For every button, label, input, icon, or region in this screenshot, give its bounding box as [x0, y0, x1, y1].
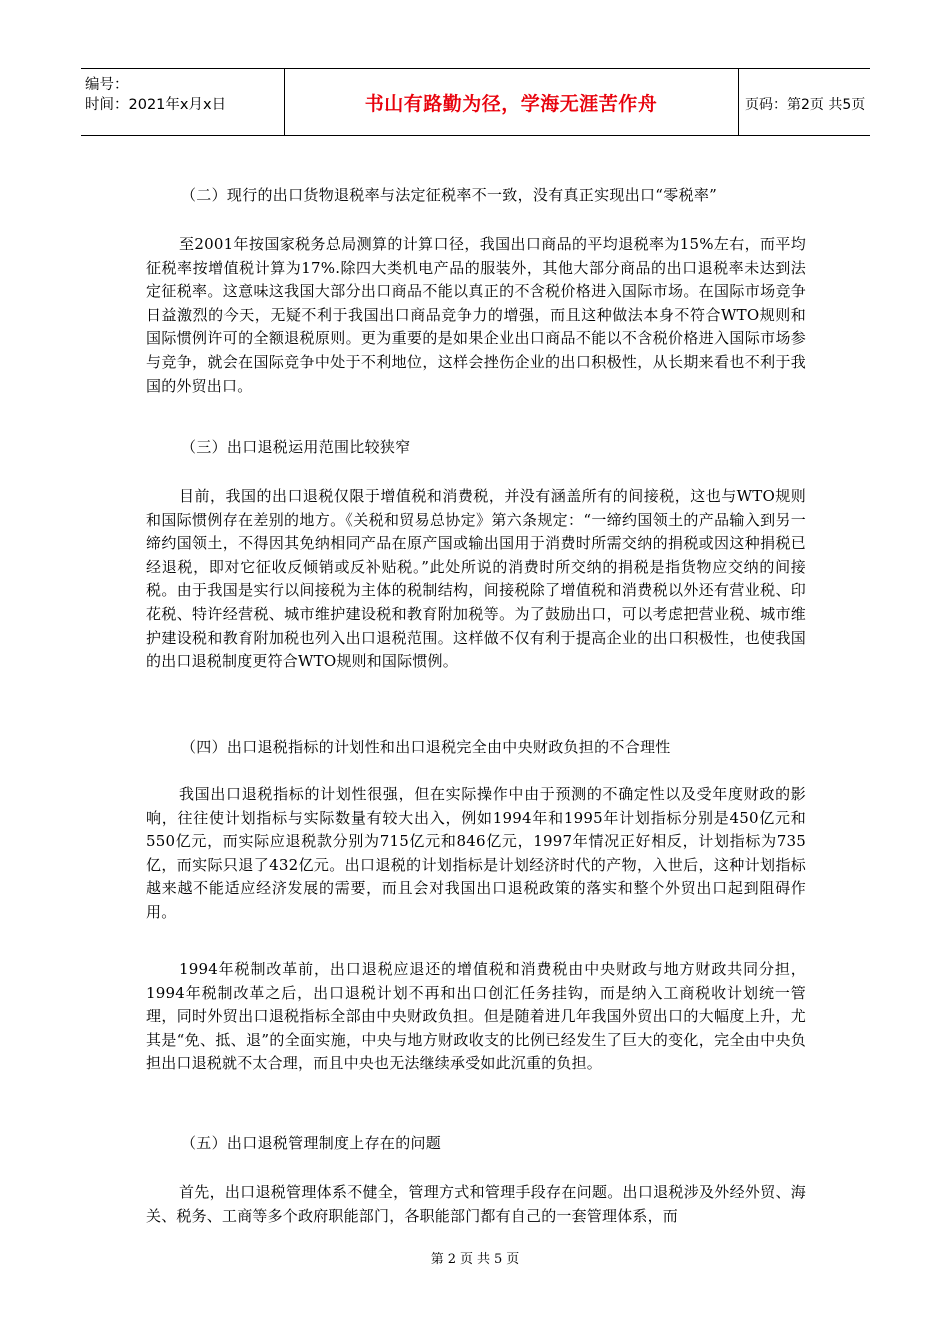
footer-total-pages: 5 [494, 1252, 503, 1267]
section-3-heading: （三）出口退税运用范围比较狭窄 [181, 438, 411, 456]
header-page-number: 页码：第2页 共5页 [745, 97, 866, 113]
footer-ye2: 页 [506, 1252, 520, 1267]
document-code-label: 编号： [85, 77, 129, 93]
header-motto-cell [284, 69, 739, 135]
header-motto: 书山有路勤为径，学海无涯苦作舟 [364, 93, 658, 115]
section-5-paragraph: 首先，出口退税管理体系不健全，管理方式和管理手段存在问题。出口退税涉及外经外贸、海关、税务、工商等多个政府职能部门，各职能部门都有自己的一套管理体系，而 [146, 1183, 806, 1225]
footer-gong: 共 [477, 1252, 491, 1267]
page-header [81, 68, 870, 136]
header-page-cell [738, 69, 870, 135]
section-4-paragraph-2: 1994年税制改革前，出口退税应退还的增值税和消费税由中央财政与地方财政共同分担，1994年税制改革之后，出口退税计划不再和出口创汇任务挂钩，而是纳入工商税收计划统一管理，同时外贸出口退税指标全部由中央财政负担。但是随着进几年我国外贸出口的大幅度上升，尤其是“免、抵、退”的全面实施，中央与地方财政收支的比例已经发生了巨大的变化，完全由中央负担出口退税就不太合理，而且中央也无法继续承受如此沉重的负担。 [146, 960, 806, 1073]
document-date-label: 时间：2021年x月x日 [85, 97, 227, 113]
section-4-heading: （四）出口退税指标的计划性和出口退税完全由中央财政负担的不合理性 [181, 738, 671, 756]
page-footer [0, 1248, 950, 1267]
footer-page-number: 2 [447, 1252, 456, 1267]
footer-ye: 页 [459, 1252, 473, 1267]
header-info-cell [81, 69, 285, 135]
section-3-paragraph: 目前，我国的出口退税仅限于增值税和消费税，并没有涵盖所有的间接税，这也与WTO规则和国际惯例存在差别的地方。《关税和贸易总协定》第六条规定：“一缔约国领土的产品输入到另一缔约国领土，不得因其免纳相同产品在原产国或输出国用于消费时所需交纳的捐税或因这种捐税已经退税，即对它征收反倾销或反补贴税。”此处所说的消费时所交纳的捐税是指货物应交纳的间接税。由于我国是实行以间接税为主体的税制结构，间接税除了增值税和消费税以外还有营业税、印花税、特许经营税、城市维护建设税和教育附加税等。为了鼓励出口，可以考虑把营业税、城市维护建设税和教育附加税也列入出口退税范围。这样做不仅有利于提高企业的出口积极性，也使我国的出口退税制度更符合WTO规则和国际惯例。 [146, 487, 806, 671]
section-2-heading: （二）现行的出口货物退税率与法定征税率不一致，没有真正实现出口“零税率” [181, 186, 718, 204]
footer-di: 第 [430, 1252, 444, 1267]
section-2-paragraph: 至2001年按国家税务总局测算的计算口径，我国出口商品的平均退税率为15%左右，而平均征税率按增值税计算为17%.除四大类机电产品的服装外，其他大部分商品的出口退税率未达到法定征税率。这意味这我国大部分出口商品不能以真正的不含税价格进入国际市场。在国际市场竞争日益激烈的今天，无疑不利于我国出口商品竞争力的增强，而且这种做法本身不符合WTO规则和国际惯例许可的全额退税原则。更为重要的是如果企业出口商品不能以不含税价格进入国际市场参与竞争，就会在国际竞争中处于不利地位，这样会挫伤企业的出口积极性，从长期来看也不利于我国的外贸出口。 [146, 235, 806, 395]
section-4-paragraph-1: 我国出口退税指标的计划性很强，但在实际操作中由于预测的不确定性以及受年度财政的影响，往往使计划指标与实际数量有较大出入，例如1994年和1995年计划指标分别是450亿元和550亿元，而实际应退税款分别为715亿元和846亿元，1997年情况正好相反，计划指标为735亿，而实际只退了432亿元。出口退税的计划指标是计划经济时代的产物，入世后，这种计划指标越来越不能适应经济发展的需要，而且会对我国出口退税政策的落实和整个外贸出口起到阻碍作用。 [146, 785, 806, 921]
section-5-heading: （五）出口退税管理制度上存在的问题 [181, 1134, 442, 1152]
